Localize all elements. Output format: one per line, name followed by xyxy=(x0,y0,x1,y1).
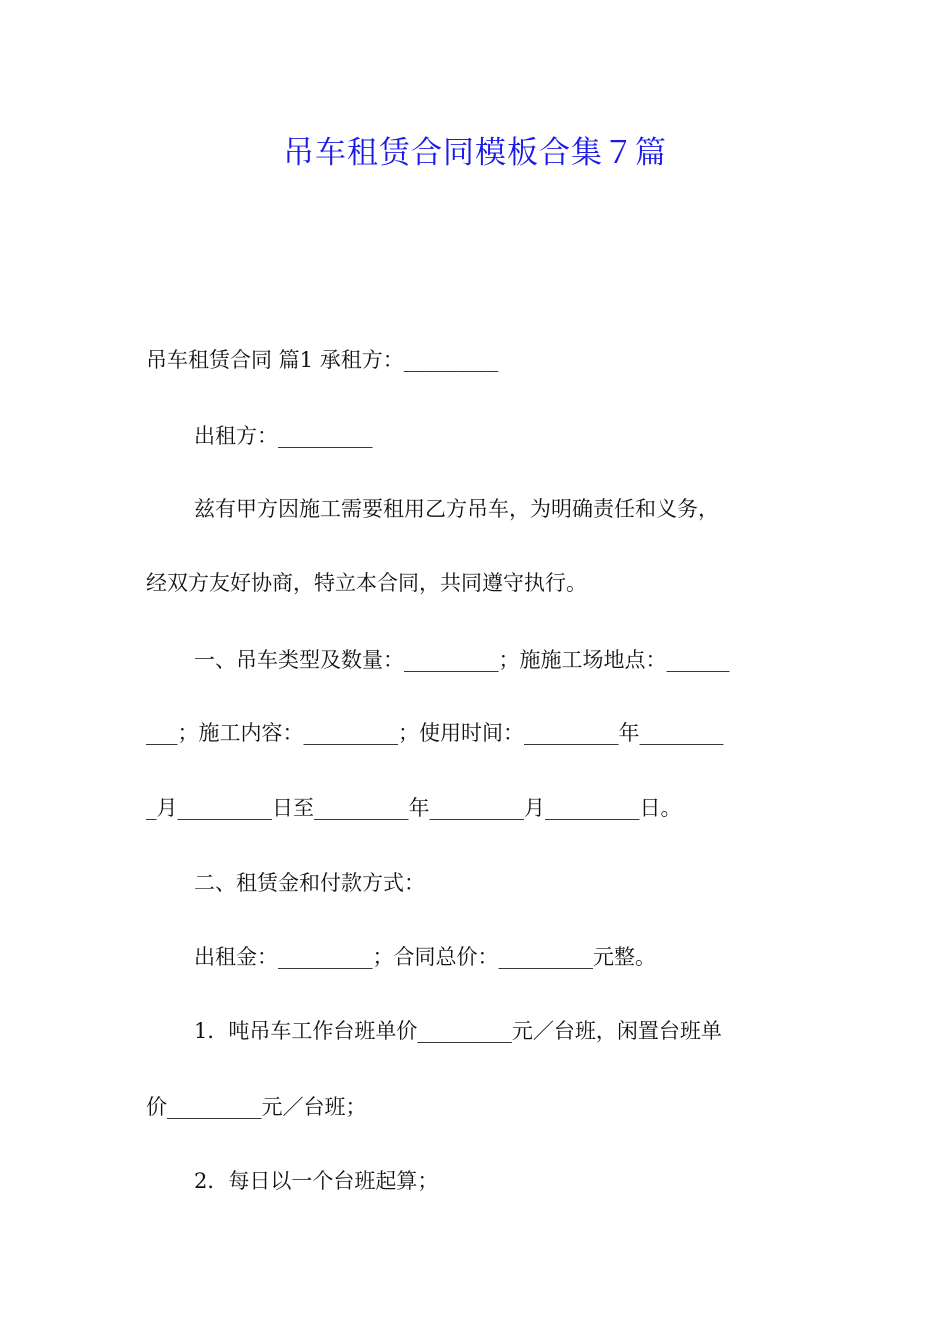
preamble-line-2: 经双方友好协商，特立本合同，共同遵守执行。 xyxy=(146,571,587,595)
lessor-line: 出租方：_________ xyxy=(194,424,373,448)
preamble-line-1: 兹有甲方因施工需要租用乙方吊车，为明确责任和义务， xyxy=(194,497,719,521)
clause-1-line-2: ___；施工内容：_________；使用时间：_________年________ xyxy=(146,721,724,745)
item-2-line: 2．每日以一个台班起算； xyxy=(194,1169,439,1193)
clause-2-heading: 二、租赁金和付款方式： xyxy=(194,871,425,895)
document-title: 吊车租赁合同模板合集７篇 xyxy=(283,135,667,171)
rent-total-line: 出租金：_________；合同总价：_________元整。 xyxy=(194,945,656,969)
item-1-line-1: 1．吨吊车工作台班单价_________元／台班，闲置台班单 xyxy=(194,1019,722,1043)
clause-1-line-3: _月_________日至_________年_________月_________日。 xyxy=(146,796,682,820)
heading-lessee-line: 吊车租赁合同 篇1 承租方：_________ xyxy=(146,348,499,372)
clause-1-line-1: 一、吊车类型及数量：_________；施施工场地点：______ xyxy=(194,648,730,672)
item-1-line-2: 价_________元／台班； xyxy=(146,1095,367,1119)
